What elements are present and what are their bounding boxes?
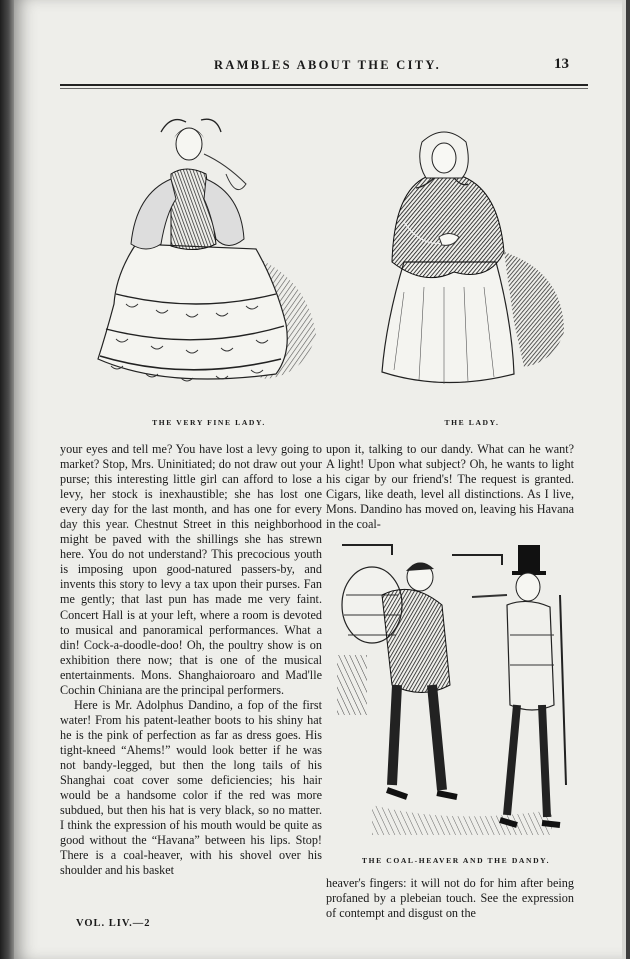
fine-lady-caption: THE VERY FINE LADY. (152, 418, 266, 427)
right-paragraph-top: upon it, talking to our dandy. What can he want? A light! Upon what subject? Oh, he wants to light his cigar by our friend's! The request is granted. Cigars, like death, level all distinctions. As I live, Mons. Dandino has moved on, leaving his Havana in the coal- (326, 442, 574, 532)
left-paragraph-1: your eyes and tell me? You have lost a levy going to market? Stop, Mrs. Uninitiated; do not draw out your purse; this interesting little girl can afford to lose a levy, her stock is inexhaustible; she has lost one every day for the last month, and has one for every day this year. Chestnut Street in this neighborhood might be paved with the shillings she has strewn here. You do not understand? This precocious youth is imposing upon good-natured passers-by, and invents this story to levy a tax upon their purses. Fan me gently; that last pun has made me very faint. Concert Hall is at your left, where a room is devoted to musical and panoramical performances. What a din! Cock-a-doodle-doo! Oh, the poultry show is on exhibition there now; that is one of the musical entertainments. Mons. Shanghaioroaro and Mad'lle Cochin Chiniana are the principal performers. (60, 442, 322, 697)
right-text-bottom (326, 876, 574, 921)
fine-lady-engraving (76, 104, 326, 394)
right-paragraph-bottom: heaver's fingers: it will not do for him after being profaned by a plebeian touch. See the expression of contempt and disgust on the (326, 876, 574, 921)
signature-mark: VOL. LIV.—2 (76, 918, 151, 929)
left-text-column (60, 442, 322, 878)
book-spine-shadow (0, 0, 14, 959)
header-rule-thin (60, 88, 588, 89)
page-edge (622, 0, 626, 959)
right-text-top (326, 442, 574, 532)
header-rule (60, 84, 588, 86)
page-number: 13 (554, 56, 569, 72)
coal-heaver-engraving (332, 535, 580, 845)
book-page (14, 0, 626, 959)
coal-heaver-caption: THE COAL-HEAVER AND THE DANDY. (361, 856, 551, 865)
left-paragraph-2: Here is Mr. Adolphus Dandino, a fop of the first water! From his patent-leather boots to his shiny hat he is the pink of perfection as far as dress goes. His tight-kneed “Ahems!” would look better if he was not bandy-legged, but then the long tails of his Shanghai coat cover some deficiencies; his hair would be a handsome color if the red was more subdued, but then his hat is very black, so no matter. I think the expression of his mouth would be quite as good without the “Havana” between his lips. Stop! There is a coal-heaver, with his shovel over his shoulder and his basket (60, 697, 322, 878)
lady-caption: THE LADY. (444, 418, 500, 427)
lady-engraving (364, 122, 574, 402)
running-head (14, 58, 626, 78)
running-title: RAMBLES ABOUT THE CITY. (214, 58, 442, 72)
